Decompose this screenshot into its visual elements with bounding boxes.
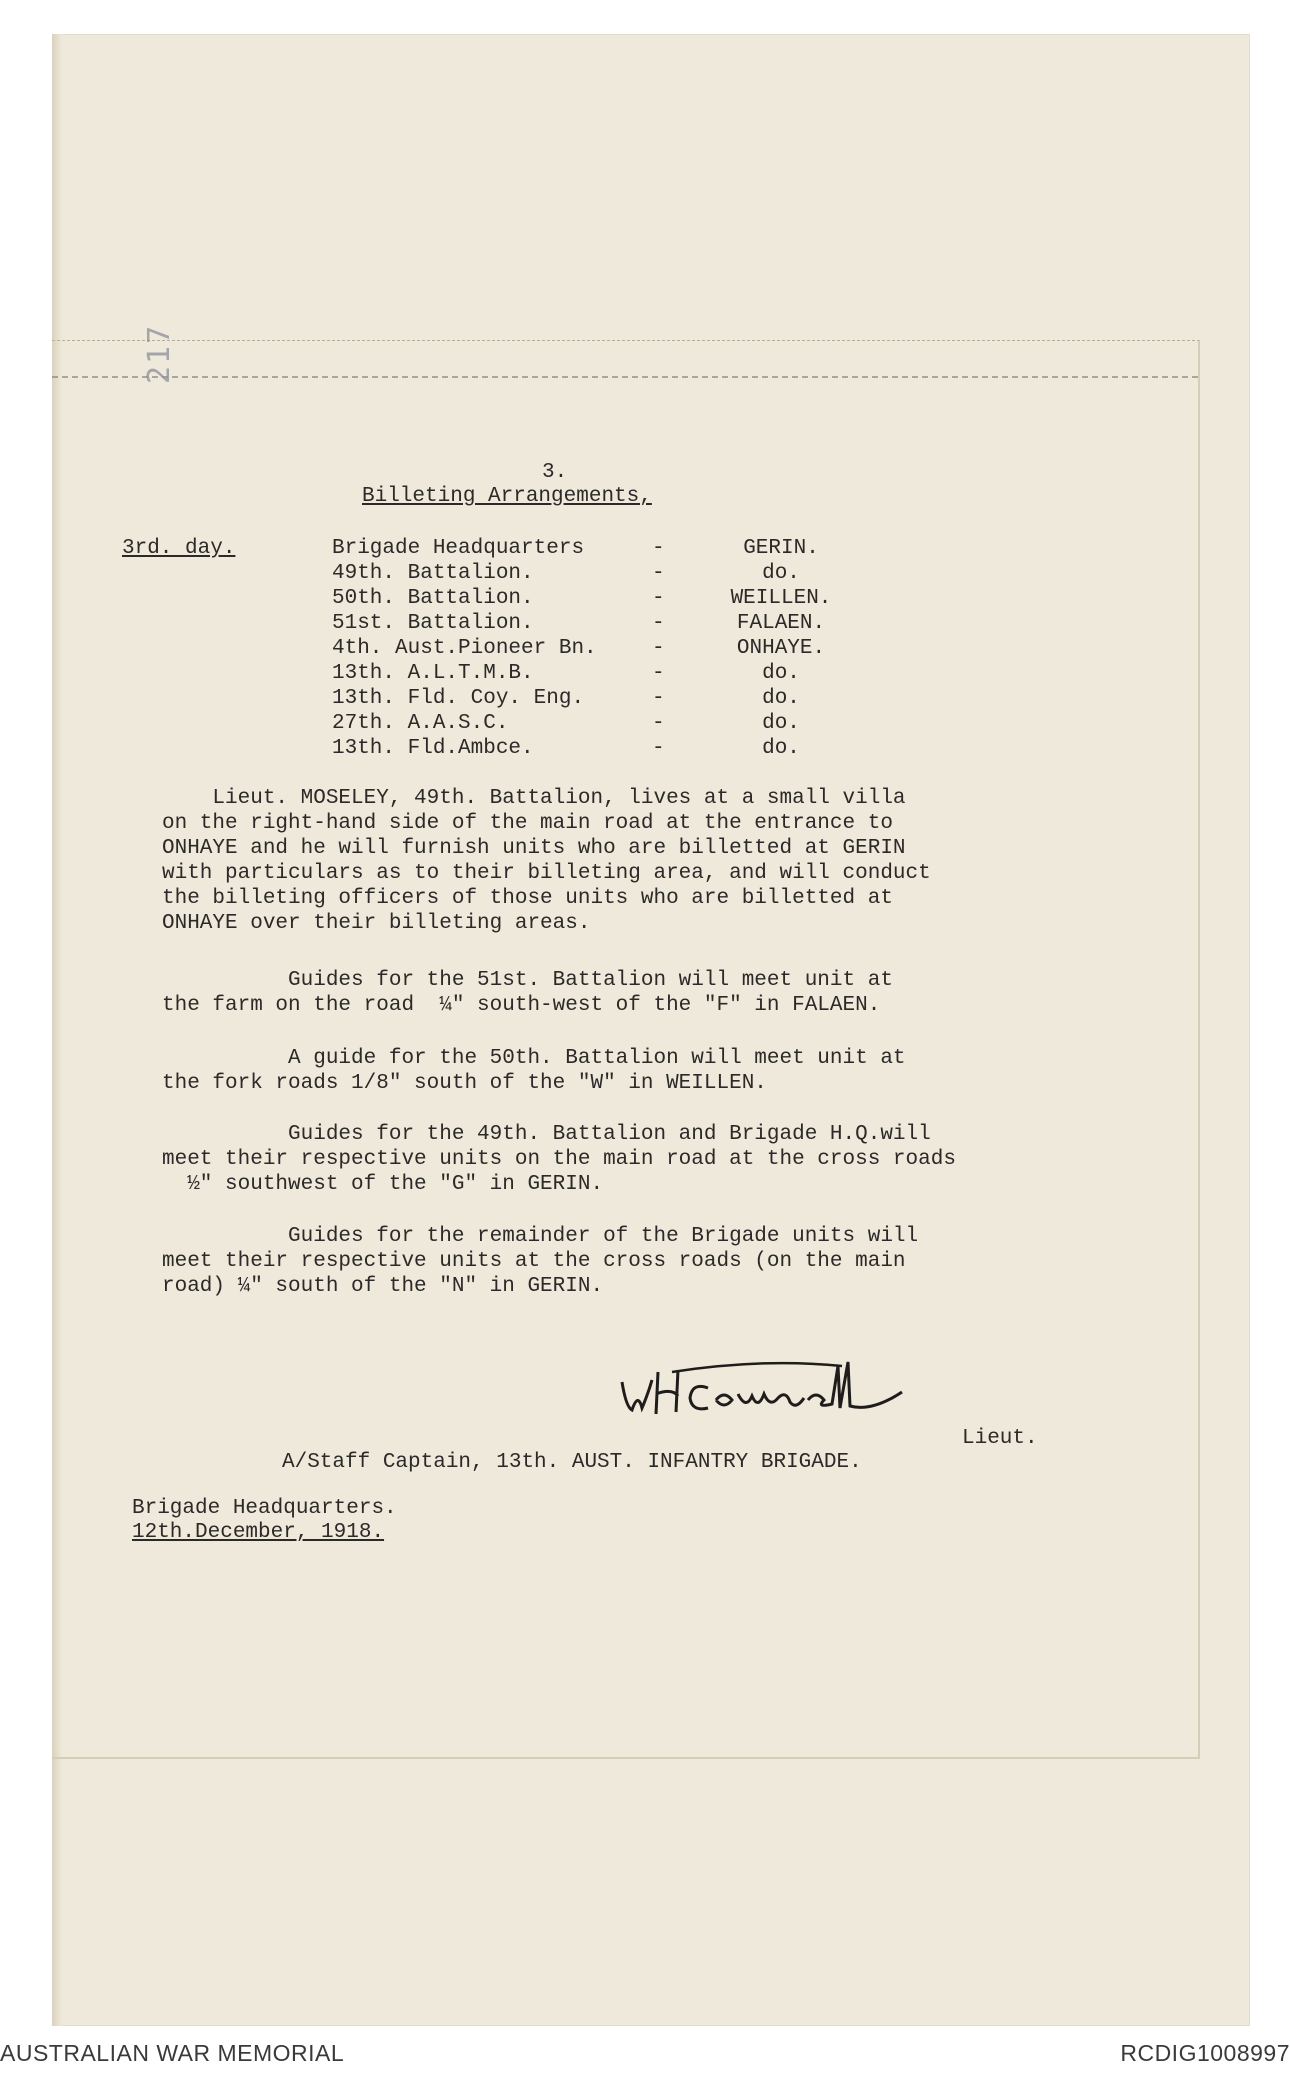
billet-place: do.	[762, 712, 800, 735]
billet-separator: -	[652, 562, 665, 585]
billet-unit: 4th. Aust.Pioneer Bn.	[332, 637, 597, 660]
billet-separator: -	[652, 687, 665, 710]
billet-unit: 50th. Battalion.	[332, 587, 534, 610]
paragraph-50th-guide: A guide for the 50th. Battalion will meet unit at the fork roads 1/8" south of the "W" in WEILLEN.	[162, 1047, 906, 1095]
headquarters-label: Brigade Headquarters.	[132, 1497, 397, 1520]
billet-place: GERIN.	[743, 537, 819, 560]
billet-unit: 49th. Battalion.	[332, 562, 534, 585]
billet-place: WEILLEN.	[730, 587, 832, 610]
billet-separator: -	[652, 637, 665, 660]
billet-place: do.	[762, 562, 800, 585]
billet-unit: 13th. Fld.Ambce.	[332, 737, 534, 760]
billet-separator: -	[652, 662, 665, 685]
billet-place: ONHAYE.	[736, 637, 826, 660]
billet-separator: -	[652, 712, 665, 735]
billet-unit: Brigade Headquarters	[332, 537, 585, 560]
handwritten-signature	[612, 1352, 992, 1432]
day-label: 3rd. day.	[122, 537, 236, 560]
paragraph-49th-guides: Guides for the 49th. Battalion and Brigade H.Q.will meet their respective units on the main road at the cross roads ½" southwest of the "G" in GERIN.	[162, 1123, 956, 1196]
paragraph-moseley: Lieut. MOSELEY, 49th. Battalion, lives at a small villa on the right-hand side of the main road at the entrance to ONHAYE and he will furnish units who are billetted at GERIN with particulars as to their billeting area, and will conduct the billeting officers of those units who are billetted at ONHAYE over their billeting areas.	[162, 787, 931, 935]
billet-place: do.	[762, 687, 800, 710]
footer-catalog-id: RCDIG1008997	[1120, 2040, 1290, 2066]
billet-unit: 13th. Fld. Coy. Eng.	[332, 687, 585, 710]
billet-separator: -	[652, 737, 665, 760]
document-date: 12th.December, 1918.	[132, 1521, 385, 1544]
billet-separator: -	[652, 612, 665, 635]
signature-rank: Lieut.	[962, 1427, 1038, 1450]
paragraph-51st-guides: Guides for the 51st. Battalion will meet unit at the farm on the road ¼" south-west of the "F" in FALAEN.	[162, 969, 893, 1017]
billet-separator: -	[652, 587, 665, 610]
document-paper	[52, 34, 1250, 2026]
billet-place: do.	[762, 737, 800, 760]
billet-separator: -	[652, 537, 665, 560]
billet-unit: 51st. Battalion.	[332, 612, 534, 635]
paragraph-remaining-guides: Guides for the remainder of the Brigade units will meet their respective units at the cross roads (on the main road) ¼" south of the "N" in GERIN.	[162, 1225, 919, 1298]
archive-stamp: 217	[142, 323, 177, 384]
fold-line	[52, 376, 1198, 378]
billet-unit: 27th. A.A.S.C.	[332, 712, 509, 735]
signature-title: A/Staff Captain, 13th. AUST. INFANTRY BRIGADE.	[282, 1451, 862, 1474]
billet-place: do.	[762, 662, 800, 685]
document-title: Billeting Arrangements,	[362, 485, 652, 508]
page-number: 3.	[542, 461, 568, 484]
footer-credit: AUSTRALIAN WAR MEMORIAL	[0, 2040, 345, 2066]
billet-unit: 13th. A.L.T.M.B.	[332, 662, 534, 685]
billet-place: FALAEN.	[736, 612, 826, 635]
